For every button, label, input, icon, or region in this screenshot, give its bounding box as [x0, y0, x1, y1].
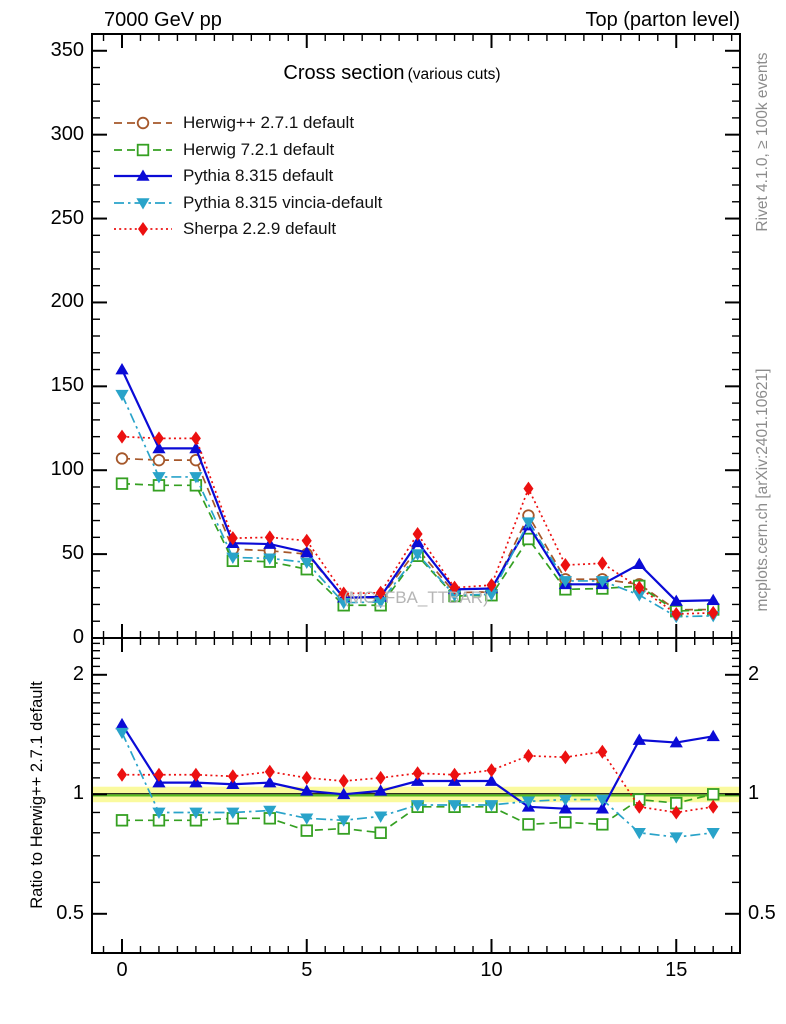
main-ytick-label-300: 300	[50, 122, 84, 145]
legend	[112, 110, 382, 243]
legend-marker-icon-herwig-2-7-1-default	[112, 113, 174, 133]
ratio-ytick-label-left-1: 1	[72, 782, 84, 805]
analysis-watermark: (MC_FBA_TTBAR)	[343, 588, 489, 607]
ratio-ytick-label-right-0.5: 0.5	[748, 901, 776, 924]
main-ytick-label-100: 100	[50, 458, 84, 481]
xtick-label-5: 5	[301, 959, 313, 981]
legend-label: Pythia 8.315 default	[183, 166, 334, 186]
ratio-ytick-label-right-2: 2	[748, 662, 760, 685]
xtick-label-15: 15	[665, 959, 688, 981]
legend-item-sherpa-2-2-9-default	[112, 216, 382, 243]
legend-marker-icon-herwig-7-2-1-default	[112, 140, 174, 160]
main-ytick-label-200: 200	[50, 290, 84, 313]
legend-marker-icon-pythia-8-315-default	[112, 166, 174, 186]
ratio-ytick-label-left-0.5: 0.5	[56, 901, 84, 924]
legend-item-herwig-7-2-1-default	[112, 137, 382, 164]
plot-title-main: Cross section	[283, 62, 405, 84]
legend-marker-icon-sherpa-2-2-9-default	[112, 219, 174, 239]
ratio-ytick-label-left-2: 2	[72, 662, 84, 685]
main-ytick-label-250: 250	[50, 206, 84, 229]
series-line-pythia-8-315-default	[122, 370, 713, 602]
legend-item-pythia-8-315-vincia-default	[112, 190, 382, 217]
ratio-axis-title: Ratio to Herwig++ 2.7.1 default	[28, 681, 46, 909]
legend-label: Pythia 8.315 vincia-default	[183, 192, 383, 212]
legend-label: Herwig 7.2.1 default	[183, 139, 335, 159]
process-label: Top (parton level)	[585, 9, 740, 31]
plot-title-sub: (various cuts)	[407, 66, 501, 83]
rivet-version-note: Rivet 4.1.0, ≥ 100k events	[754, 52, 771, 232]
xtick-label-0: 0	[116, 959, 128, 981]
series-line-pythia-8-315-vincia-default	[122, 395, 713, 617]
xtick-label-10: 10	[480, 959, 503, 981]
main-ytick-label-0: 0	[72, 626, 84, 648]
legend-label: Herwig++ 2.7.1 default	[183, 113, 355, 133]
beam-energy-label: 7000 GeV pp	[104, 9, 222, 31]
main-ytick-label-350: 350	[50, 38, 84, 61]
main-ytick-label-50: 50	[61, 542, 84, 565]
main-ytick-label-150: 150	[50, 374, 84, 397]
ratio-ytick-label-right-1: 1	[748, 782, 760, 805]
legend-item-pythia-8-315-default	[112, 163, 382, 190]
legend-item-herwig-2-7-1-default	[112, 110, 382, 137]
legend-label: Sherpa 2.2.9 default	[183, 219, 337, 239]
mcplots-arxiv-note: mcplots.cern.ch [arXiv:2401.10621]	[754, 368, 771, 612]
legend-marker-icon-pythia-8-315-vincia-default	[112, 193, 174, 213]
